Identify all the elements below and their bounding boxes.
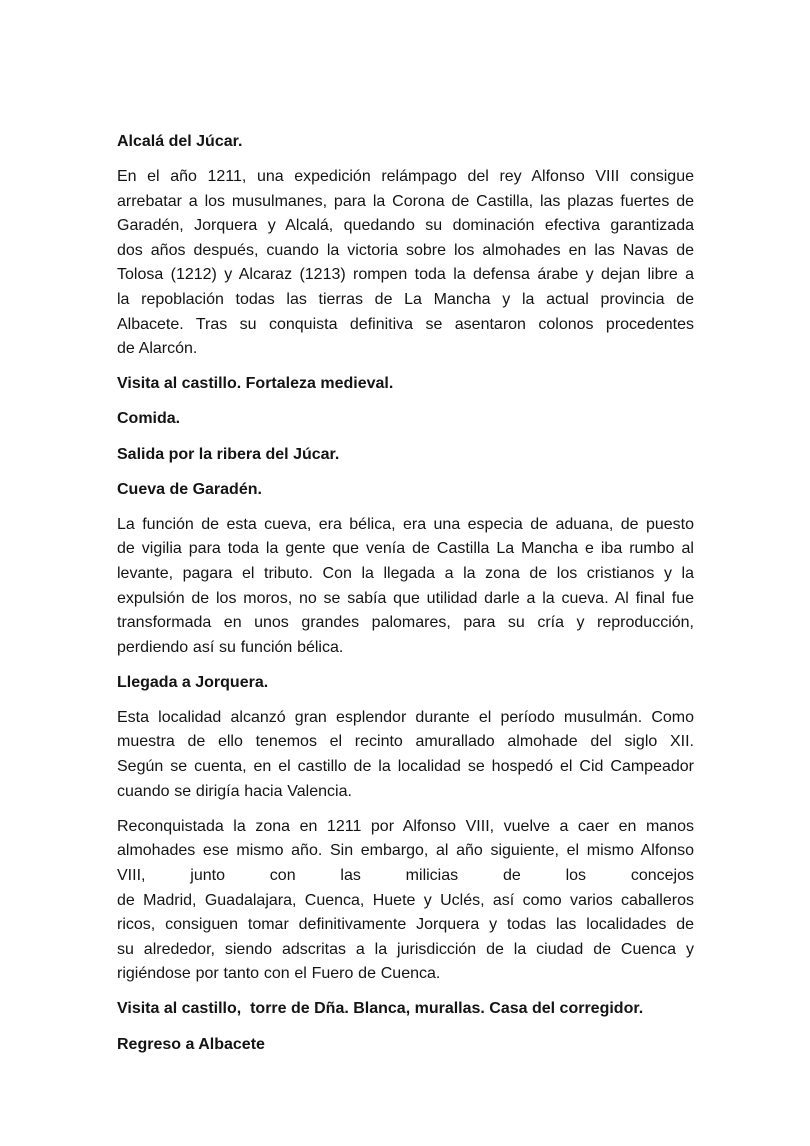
document-body bbox=[117, 130, 694, 1068]
paragraph-line: su alrededor, siendo adscritas a la jurisdicción de la ciudad de Cuenca y bbox=[117, 940, 694, 958]
paragraph-line: Reconquistada la zona en 1211 por Alfonso VIII, vuelve a caer en manos bbox=[117, 817, 694, 835]
paragraph-line: arrebatar a los musulmanes, para la Corona de Castilla, las plazas fuertes de bbox=[117, 192, 694, 210]
paragraph-line: rigiéndose por tanto con el Fuero de Cuenca. bbox=[117, 965, 441, 983]
paragraph-line: dos años después, cuando la victoria sobre los almohades en las Navas de bbox=[117, 241, 694, 259]
paragraph bbox=[117, 815, 694, 987]
section-heading: Salida por la ribera del Júcar. bbox=[117, 445, 340, 463]
paragraph-line: transformada en unos grandes palomares, para su cría y reproducción, bbox=[117, 614, 694, 632]
section-heading: Regreso a Albacete bbox=[117, 1035, 265, 1053]
paragraph-line: de vigilia para toda la gente que venía de Castilla La Mancha e iba rumbo al bbox=[117, 540, 694, 558]
paragraph-line: ricos, consiguen tomar definitivamente Jorquera y todas las localidades de bbox=[117, 916, 694, 934]
section-heading: Visita al castillo, torre de Dña. Blanca, murallas. Casa del corregidor. bbox=[117, 1000, 644, 1018]
paragraph-line: En el año 1211, una expedición relámpago del rey Alfonso VIII consigue bbox=[117, 168, 694, 186]
paragraph-line: Garadén, Jorquera y Alcalá, quedando su dominación efectiva garantizada bbox=[117, 217, 694, 235]
paragraph-line: Esta localidad alcanzó gran esplendor durante el período musulmán. Como bbox=[117, 708, 694, 726]
paragraph-line: la repoblación todas las tierras de La Mancha y la actual provincia de bbox=[117, 291, 694, 309]
paragraph-line: perdiendo así su función bélica. bbox=[117, 638, 344, 656]
paragraph-line: levante, pagara el tributo. Con la llegada a la zona de los cristianos y la bbox=[117, 564, 694, 582]
paragraph bbox=[117, 513, 694, 661]
paragraph-line: cuando se dirigía hacia Valencia. bbox=[117, 782, 352, 800]
section-heading: Comida. bbox=[117, 410, 181, 428]
section-heading: Llegada a Jorquera. bbox=[117, 673, 269, 691]
paragraph-line: almohades ese mismo año. Sin embargo, al año siguiente, el mismo Alfonso bbox=[117, 842, 694, 860]
paragraph bbox=[117, 165, 694, 362]
paragraph-line: de Madrid, Guadalajara, Cuenca, Huete y Uclés, así como varios caballeros bbox=[117, 891, 694, 909]
section-heading: Alcalá del Júcar. bbox=[117, 133, 243, 150]
paragraph bbox=[117, 706, 694, 804]
paragraph-line: de Alarcón. bbox=[117, 340, 198, 358]
paragraph-line: Según se cuenta, en el castillo de la localidad se hospedó el Cid Campeador bbox=[117, 758, 694, 776]
paragraph-line: VIII, junto con las milicias de los concejos bbox=[117, 866, 694, 884]
paragraph-line: expulsión de los moros, no se sabía que utilidad darle a la cueva. Al final fue bbox=[117, 589, 694, 607]
section-heading: Visita al castillo. Fortaleza medieval. bbox=[117, 375, 394, 393]
paragraph-line: Albacete. Tras su conquista definitiva se asentaron colonos procedentes bbox=[117, 315, 694, 333]
paragraph-line: Tolosa (1212) y Alcaraz (1213) rompen toda la defensa árabe y dejan libre a bbox=[117, 266, 694, 284]
paragraph-line: La función de esta cueva, era bélica, era una especia de aduana, de puesto bbox=[117, 515, 694, 533]
paragraph-line: muestra de ello tenemos el recinto amurallado almohade del siglo XII. bbox=[117, 733, 694, 751]
section-heading: Cueva de Garadén. bbox=[117, 480, 262, 498]
